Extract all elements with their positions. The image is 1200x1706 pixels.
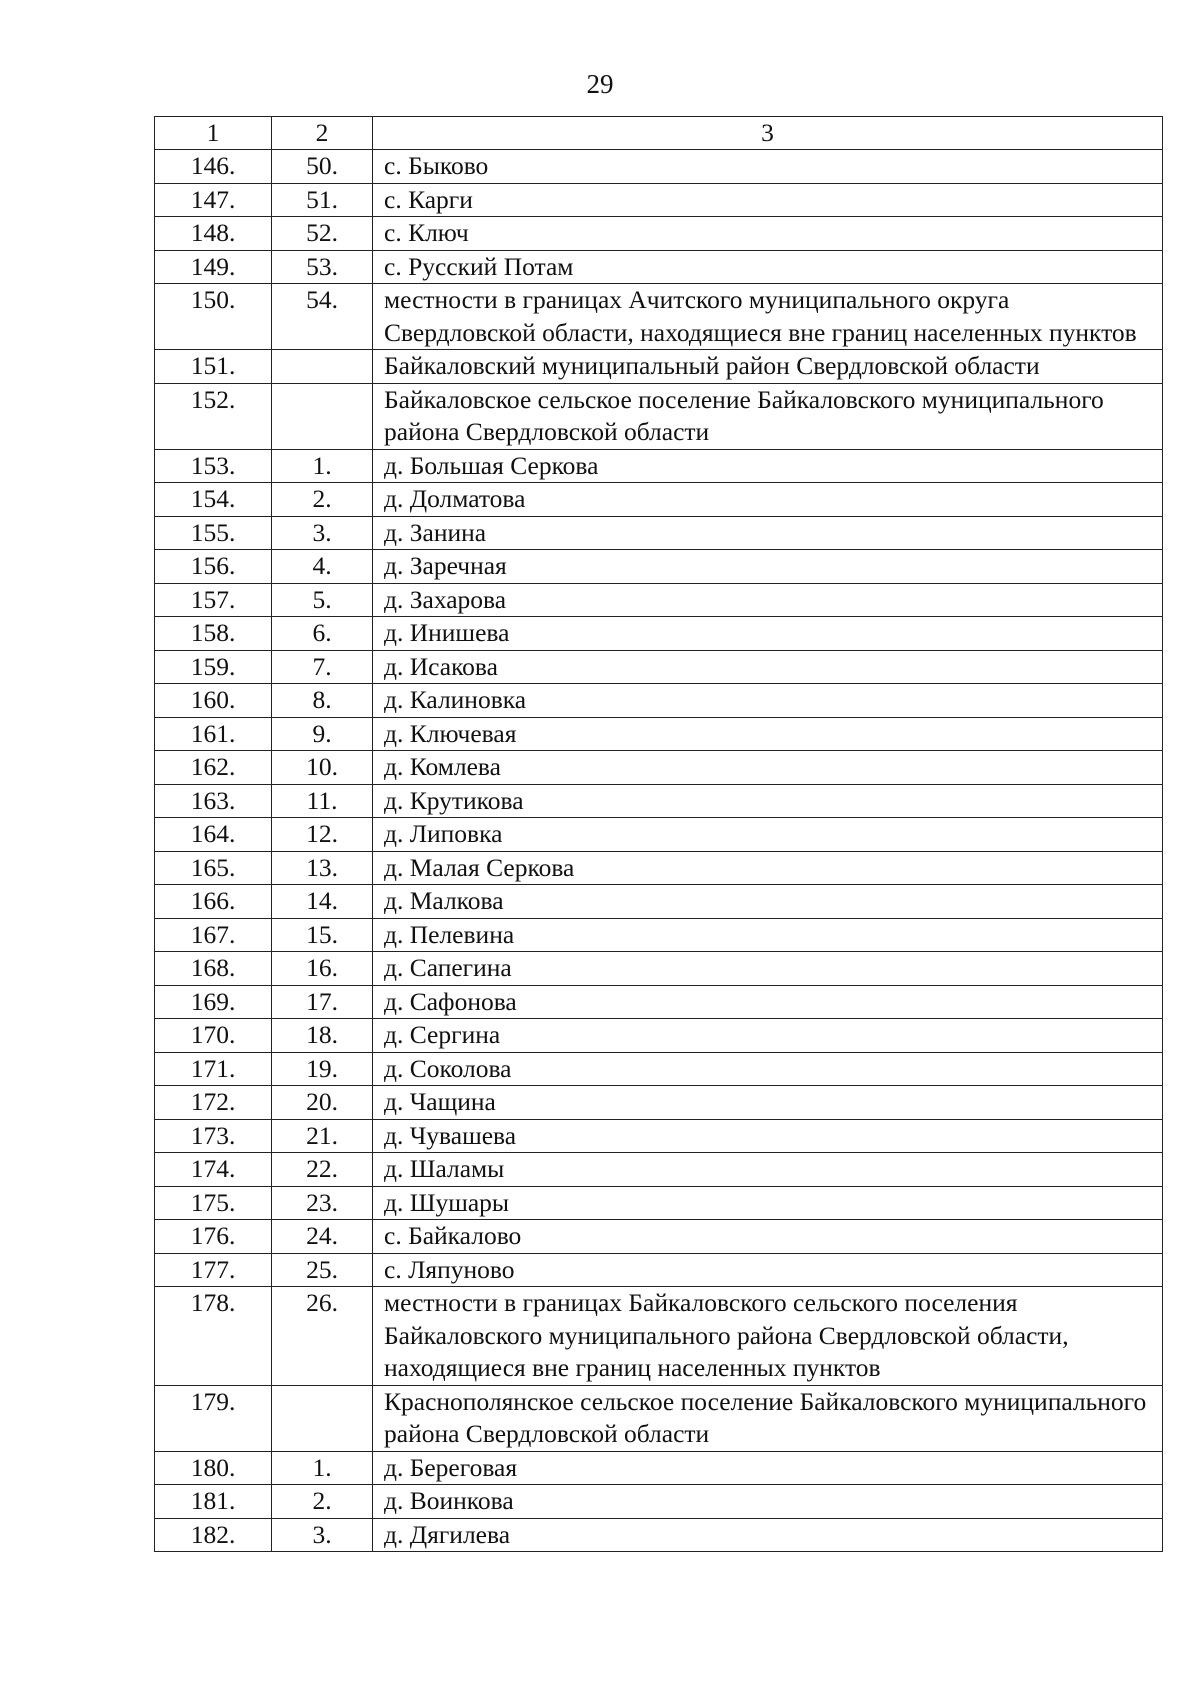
- settlement-name-cell: д. Занина: [373, 516, 1163, 550]
- sub-number-cell: 21.: [272, 1119, 373, 1153]
- settlement-name-cell: местности в границах Байкаловского сельского поселения Байкаловского муниципального района Свердловской области, находящиеся вне границ населенных пунктов: [373, 1287, 1163, 1386]
- sub-number-cell: 10.: [272, 751, 373, 785]
- settlement-name-cell: Байкаловское сельское поселение Байкаловского муниципального района Свердловской области: [373, 383, 1163, 449]
- sub-number-cell: 26.: [272, 1287, 373, 1386]
- sub-number-cell: 22.: [272, 1153, 373, 1187]
- table-row: [155, 1052, 1163, 1086]
- sub-number-cell: 52.: [272, 217, 373, 251]
- settlement-name-cell: местности в границах Ачитского муниципального округа Свердловской области, находящиеся вне границ населенных пунктов: [373, 284, 1163, 350]
- sub-number-cell: 9.: [272, 717, 373, 751]
- table-row: [155, 1220, 1163, 1254]
- table-row: [155, 449, 1163, 483]
- table-row: [155, 1485, 1163, 1519]
- row-number-cell: 161.: [155, 717, 272, 751]
- sub-number-cell: 2.: [272, 1485, 373, 1519]
- table-row: [155, 684, 1163, 718]
- settlement-name-cell: д. Липовка: [373, 818, 1163, 852]
- row-number-cell: 156.: [155, 550, 272, 584]
- row-number-cell: 179.: [155, 1385, 272, 1451]
- table-row: [155, 885, 1163, 919]
- table-row: [155, 918, 1163, 952]
- settlement-name-cell: д. Береговая: [373, 1451, 1163, 1485]
- table-row: [155, 985, 1163, 1019]
- settlement-name-cell: д. Пелевина: [373, 918, 1163, 952]
- settlement-name-cell: д. Воинкова: [373, 1485, 1163, 1519]
- sub-number-cell: 53.: [272, 250, 373, 284]
- sub-number-cell: 15.: [272, 918, 373, 952]
- sub-number-cell: 3.: [272, 516, 373, 550]
- row-number-cell: 159.: [155, 650, 272, 684]
- settlement-name-cell: д. Заречная: [373, 550, 1163, 584]
- sub-number-cell: [272, 383, 373, 449]
- row-number-cell: 171.: [155, 1052, 272, 1086]
- settlement-name-cell: д. Малкова: [373, 885, 1163, 919]
- settlement-name-cell: д. Калиновка: [373, 684, 1163, 718]
- settlement-name-cell: д. Крутикова: [373, 784, 1163, 818]
- row-number-cell: 167.: [155, 918, 272, 952]
- settlement-name-cell: д. Чувашева: [373, 1119, 1163, 1153]
- settlement-name-cell: д. Малая Серкова: [373, 851, 1163, 885]
- sub-number-cell: 19.: [272, 1052, 373, 1086]
- row-number-cell: 180.: [155, 1451, 272, 1485]
- row-number-cell: 168.: [155, 952, 272, 986]
- table-row: [155, 183, 1163, 217]
- table-row: [155, 851, 1163, 885]
- settlement-name-cell: д. Соколова: [373, 1052, 1163, 1086]
- table-row: [155, 784, 1163, 818]
- sub-number-cell: 54.: [272, 284, 373, 350]
- row-number-cell: 147.: [155, 183, 272, 217]
- settlement-name-cell: д. Большая Серкова: [373, 449, 1163, 483]
- sub-number-cell: 11.: [272, 784, 373, 818]
- column-header-1: 1: [155, 117, 272, 150]
- settlement-name-cell: д. Сергина: [373, 1019, 1163, 1053]
- table-row: [155, 1086, 1163, 1120]
- sub-number-cell: 1.: [272, 1451, 373, 1485]
- settlement-name-cell: д. Сапегина: [373, 952, 1163, 986]
- table-row: [155, 1119, 1163, 1153]
- sub-number-cell: 5.: [272, 583, 373, 617]
- table-row: [155, 150, 1163, 184]
- table-row: [155, 650, 1163, 684]
- table-row: [155, 952, 1163, 986]
- table-row: [155, 483, 1163, 517]
- sub-number-cell: 50.: [272, 150, 373, 184]
- sub-number-cell: [272, 1385, 373, 1451]
- table-row: [155, 717, 1163, 751]
- table-row: [155, 818, 1163, 852]
- sub-number-cell: 17.: [272, 985, 373, 1019]
- row-number-cell: 146.: [155, 150, 272, 184]
- row-number-cell: 163.: [155, 784, 272, 818]
- row-number-cell: 177.: [155, 1253, 272, 1287]
- sub-number-cell: [272, 350, 373, 384]
- table-row: [155, 1518, 1163, 1552]
- settlement-name-cell: с. Ключ: [373, 217, 1163, 251]
- sub-number-cell: 3.: [272, 1518, 373, 1552]
- settlement-name-cell: д. Чащина: [373, 1086, 1163, 1120]
- settlement-name-cell: д. Инишева: [373, 617, 1163, 651]
- sub-number-cell: 20.: [272, 1086, 373, 1120]
- table-header: [155, 117, 1163, 150]
- table-row: [155, 516, 1163, 550]
- row-number-cell: 182.: [155, 1518, 272, 1552]
- table-row: [155, 1287, 1163, 1386]
- row-number-cell: 149.: [155, 250, 272, 284]
- row-number-cell: 176.: [155, 1220, 272, 1254]
- table-row: [155, 550, 1163, 584]
- table-row: [155, 350, 1163, 384]
- row-number-cell: 151.: [155, 350, 272, 384]
- row-number-cell: 162.: [155, 751, 272, 785]
- table-row: [155, 617, 1163, 651]
- settlement-name-cell: д. Долматова: [373, 483, 1163, 517]
- settlements-table: [154, 116, 1163, 1552]
- table-row: [155, 1451, 1163, 1485]
- sub-number-cell: 7.: [272, 650, 373, 684]
- sub-number-cell: 13.: [272, 851, 373, 885]
- row-number-cell: 148.: [155, 217, 272, 251]
- row-number-cell: 175.: [155, 1186, 272, 1220]
- sub-number-cell: 1.: [272, 449, 373, 483]
- table-row: [155, 217, 1163, 251]
- table-row: [155, 1385, 1163, 1451]
- sub-number-cell: 4.: [272, 550, 373, 584]
- header-row: [155, 117, 1163, 150]
- row-number-cell: 170.: [155, 1019, 272, 1053]
- table-row: [155, 284, 1163, 350]
- settlement-name-cell: д. Захарова: [373, 583, 1163, 617]
- row-number-cell: 160.: [155, 684, 272, 718]
- sub-number-cell: 51.: [272, 183, 373, 217]
- row-number-cell: 166.: [155, 885, 272, 919]
- row-number-cell: 158.: [155, 617, 272, 651]
- page-number: 29: [586, 69, 614, 99]
- settlement-name-cell: с. Ляпуново: [373, 1253, 1163, 1287]
- table-row: [155, 583, 1163, 617]
- settlement-name-cell: д. Дягилева: [373, 1518, 1163, 1552]
- settlement-name-cell: д. Исакова: [373, 650, 1163, 684]
- sub-number-cell: 14.: [272, 885, 373, 919]
- sub-number-cell: 24.: [272, 1220, 373, 1254]
- settlement-name-cell: Байкаловский муниципальный район Свердловской области: [373, 350, 1163, 384]
- row-number-cell: 164.: [155, 818, 272, 852]
- settlement-name-cell: Краснополянское сельское поселение Байкаловского муниципального района Свердловской области: [373, 1385, 1163, 1451]
- sub-number-cell: 18.: [272, 1019, 373, 1053]
- settlement-name-cell: д. Ключевая: [373, 717, 1163, 751]
- sub-number-cell: 8.: [272, 684, 373, 718]
- settlement-name-cell: с. Карги: [373, 183, 1163, 217]
- row-number-cell: 165.: [155, 851, 272, 885]
- table-row: [155, 1186, 1163, 1220]
- sub-number-cell: 23.: [272, 1186, 373, 1220]
- row-number-cell: 173.: [155, 1119, 272, 1153]
- table-row: [155, 1019, 1163, 1053]
- table-row: [155, 383, 1163, 449]
- row-number-cell: 153.: [155, 449, 272, 483]
- settlement-name-cell: с. Русский Потам: [373, 250, 1163, 284]
- row-number-cell: 150.: [155, 284, 272, 350]
- settlement-name-cell: с. Быково: [373, 150, 1163, 184]
- table-row: [155, 751, 1163, 785]
- column-header-2: 2: [272, 117, 373, 150]
- sub-number-cell: 25.: [272, 1253, 373, 1287]
- row-number-cell: 169.: [155, 985, 272, 1019]
- settlement-name-cell: с. Байкалово: [373, 1220, 1163, 1254]
- column-header-3: 3: [373, 117, 1163, 150]
- row-number-cell: 178.: [155, 1287, 272, 1386]
- sub-number-cell: 16.: [272, 952, 373, 986]
- row-number-cell: 181.: [155, 1485, 272, 1519]
- settlement-name-cell: д. Шаламы: [373, 1153, 1163, 1187]
- row-number-cell: 154.: [155, 483, 272, 517]
- row-number-cell: 174.: [155, 1153, 272, 1187]
- sub-number-cell: 2.: [272, 483, 373, 517]
- row-number-cell: 155.: [155, 516, 272, 550]
- sub-number-cell: 6.: [272, 617, 373, 651]
- settlement-name-cell: д. Шушары: [373, 1186, 1163, 1220]
- table-row: [155, 250, 1163, 284]
- table-row: [155, 1253, 1163, 1287]
- row-number-cell: 152.: [155, 383, 272, 449]
- settlement-name-cell: д. Комлева: [373, 751, 1163, 785]
- row-number-cell: 172.: [155, 1086, 272, 1120]
- row-number-cell: 157.: [155, 583, 272, 617]
- sub-number-cell: 12.: [272, 818, 373, 852]
- table-body: [155, 150, 1163, 1552]
- settlement-name-cell: д. Сафонова: [373, 985, 1163, 1019]
- table-row: [155, 1153, 1163, 1187]
